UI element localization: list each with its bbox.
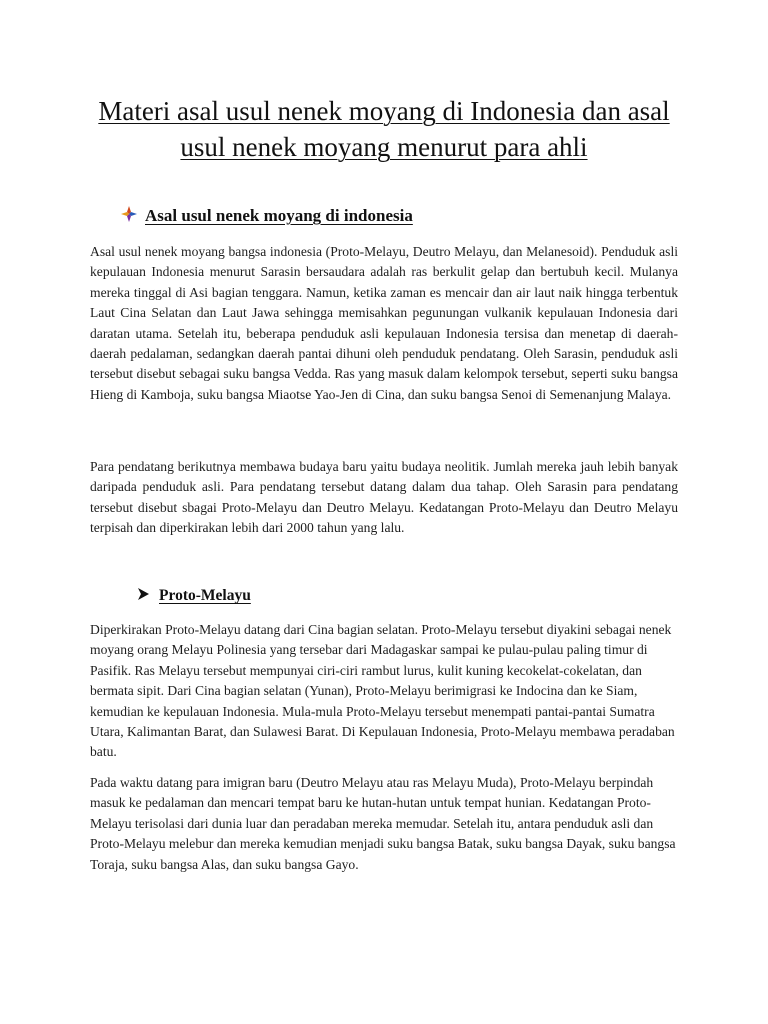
paragraph: Pada waktu datang para imigran baru (Deutro Melayu atau ras Melayu Muda), Proto-Melayu berpindah masuk ke pedalaman dan mencari tempat baru ke hutan-hutan untuk tempat hunian. Kedatangan Proto-Melayu terisolasi dari dunia luar dan peradaban mereka memudar. Setelah itu, antara penduduk asli dan Proto-Melayu melebur dan mereka kemudian menjadi suku bangsa Batak, suku bangsa Dayak, suku bangsa Toraja, suku bangsa Alas, dan suku bangsa Gayo. — [90, 775, 676, 872]
document-title: Materi asal usul nenek moyang di Indonesia dan asal usul nenek moyang menurut para ahli — [98, 96, 670, 162]
section-heading-proto-melayu — [138, 585, 251, 607]
four-point-star-icon — [120, 205, 138, 228]
arrowhead-bullet-icon — [138, 587, 149, 605]
paragraph: Para pendatang berikutnya membawa budaya baru yaitu budaya neolitik. Jumlah mereka jauh lebih banyak daripada penduduk asli. Para pendatang tersebut datang dalam dua tahap. Oleh Sarasin para pendatang tersebut disebut sbagai Proto-Melayu dan Deutro Melayu. Kedatangan Proto-Melayu dan Deutro Melayu terpisah dan diperkirakan lebih dari 2000 tahun yang lalu. — [90, 459, 678, 536]
paragraph: Asal usul nenek moyang bangsa indonesia (Proto-Melayu, Deutro Melayu, dan Melanesoid). Penduduk asli kepulauan Indonesia menurut Sarasin bersaudara adalah ras berkulit gelap dan bertubuh kecil. Mulanya mereka tinggal di Asi bagian tenggara. Namun, ketika zaman es mencair dan air laut naik hingga terbentuk Laut Cina Selatan dan Laut Jawa sehingga memisahkan pegunungan vulkanik kepulauan Indonesia dari daratan utama. Setelah itu, beberapa penduduk asli kepulauan Indonesia tersisa dan menetap di daerah-daerah pedalaman, sedangkan daerah pantai dihuni oleh penduduk pendatang. Oleh Sarasin, penduduk asli tersebut disebut sebagai suku bangsa Vedda. Ras yang masuk dalam kelompok tersebut, seperti suku bangsa Hieng di Kamboja, suku bangsa Miaotse Yao-Jen di Cina, dan suku bangsa Senoi di Semenanjung Malaya. — [90, 244, 678, 402]
paragraph: Diperkirakan Proto-Melayu datang dari Cina bagian selatan. Proto-Melayu tersebut diyakini sebagai nenek moyang orang Melayu Polinesia yang tersebar dari Madagaskar sampai ke pulau-pulau paling timur di Pasifik. Ras Melayu tersebut mempunyai ciri-ciri rambut lurus, kulit kuning kecokelat-cokelatan, dan bermata sipit. Dari Cina bagian selatan (Yunan), Proto-Melayu berimigrasi ke Indocina dan ke Siam, kemudian ke kepulauan Indonesia. Mula-mula Proto-Melayu tersebut menempati pantai-pantai Sumatra Utara, Kalimantan Barat, dan Sulawesi Barat. Di Kepulauan Indonesia, Proto-Melayu membawa peradaban batu. — [90, 622, 675, 760]
section-heading-asal-usul — [120, 204, 413, 228]
section-heading-label: Proto-Melayu — [159, 587, 251, 604]
section-heading-label: Asal usul nenek moyang di indonesia — [145, 206, 413, 225]
